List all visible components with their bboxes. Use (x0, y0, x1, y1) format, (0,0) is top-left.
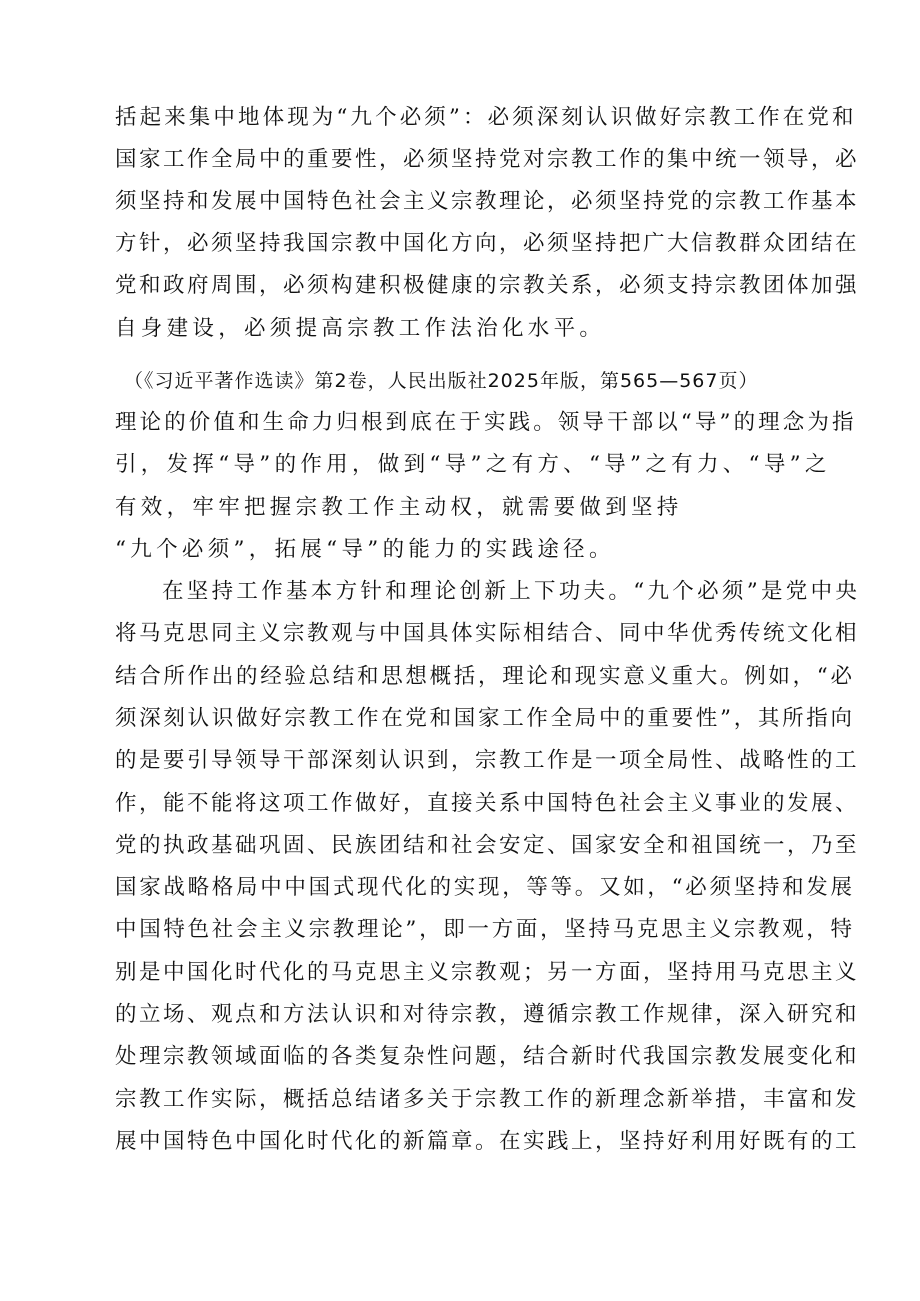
text-line: 中国特色社会主义宗教理论”，即一方面，坚持马克思主义宗教观，特 (115, 917, 855, 942)
text-line: 引，发挥“导”的作用，做到“导”之有方、“导”之有力、“导”之 (115, 452, 831, 477)
text-line: 国家战略格局中中国式现代化的实现，等等。又如，“必须坚持和发展 (115, 875, 855, 900)
text-line: “九个必须”，拓展“导”的能力的实践途径。 (115, 537, 615, 562)
text-line: 将马克思同主义宗教观与中国具体实际相结合、同中华优秀传统文化相 (115, 621, 860, 646)
paragraph-first-line: 在坚持工作基本方针和理论创新上下功夫。“九个必须”是党中央 (162, 579, 861, 604)
text-line: 国家工作全局中的重要性，必须坚持党对宗教工作的集中统一领导，必 (115, 147, 860, 172)
text-line: 自身建设，必须提高宗教工作法治化水平。 (115, 316, 606, 341)
text-line: 党的执政基础巩固、民族团结和社会安定、国家安全和祖国统一，乃至 (115, 833, 860, 858)
text-line: 宗教工作实际，概括总结诸多关于宗教工作的新理念新举措，丰富和发 (115, 1087, 860, 1112)
source-citation: （《习近平著作选读》第2卷，人民出版社2025年版，第565—567页） (124, 370, 759, 392)
text-line: 党和政府周围，必须构建积极健康的宗教关系，必须支持宗教团体加强 (115, 273, 860, 298)
text-line: 有效，牢牢把握宗教工作主动权，就需要做到坚持 (115, 495, 683, 520)
text-line: 结合所作出的经验总结和思想概括，理论和现实意义重大。例如，“必 (115, 664, 855, 689)
text-line: 的是要引导领导干部深刻认识到，宗教工作是一项全局性、战略性的工 (115, 748, 860, 773)
text-line: 方针，必须坚持我国宗教中国化方向，必须坚持把广大信教群众团结在 (115, 231, 860, 256)
text-line: 作，能不能将这项工作做好，直接关系中国特色社会主义事业的发展、 (115, 791, 860, 816)
text-line: 别是中国化时代化的马克思主义宗教观；另一方面，坚持用马克思主义 (115, 960, 860, 985)
text-line: 的立场、观点和方法认识和对待宗教，遵循宗教工作规律，深入研究和 (115, 1002, 860, 1027)
text-line: 须深刻认识做好宗教工作在党和国家工作全局中的重要性”，其所指向 (115, 706, 855, 731)
text-line: 处理宗教领域面临的各类复杂性问题，结合新时代我国宗教发展变化和 (115, 1044, 860, 1069)
text-line: 须坚持和发展中国特色社会主义宗教理论，必须坚持党的宗教工作基本 (115, 189, 860, 214)
text-line: 理论的价值和生命力归根到底在于实践。领导干部以“导”的理念为指 (115, 410, 857, 435)
text-line: 括起来集中地体现为“九个必须”：必须深刻认识做好宗教工作在党和 (115, 105, 857, 130)
text-line: 展中国特色中国化时代化的新篇章。在实践上，坚持好利用好既有的工 (115, 1129, 860, 1154)
